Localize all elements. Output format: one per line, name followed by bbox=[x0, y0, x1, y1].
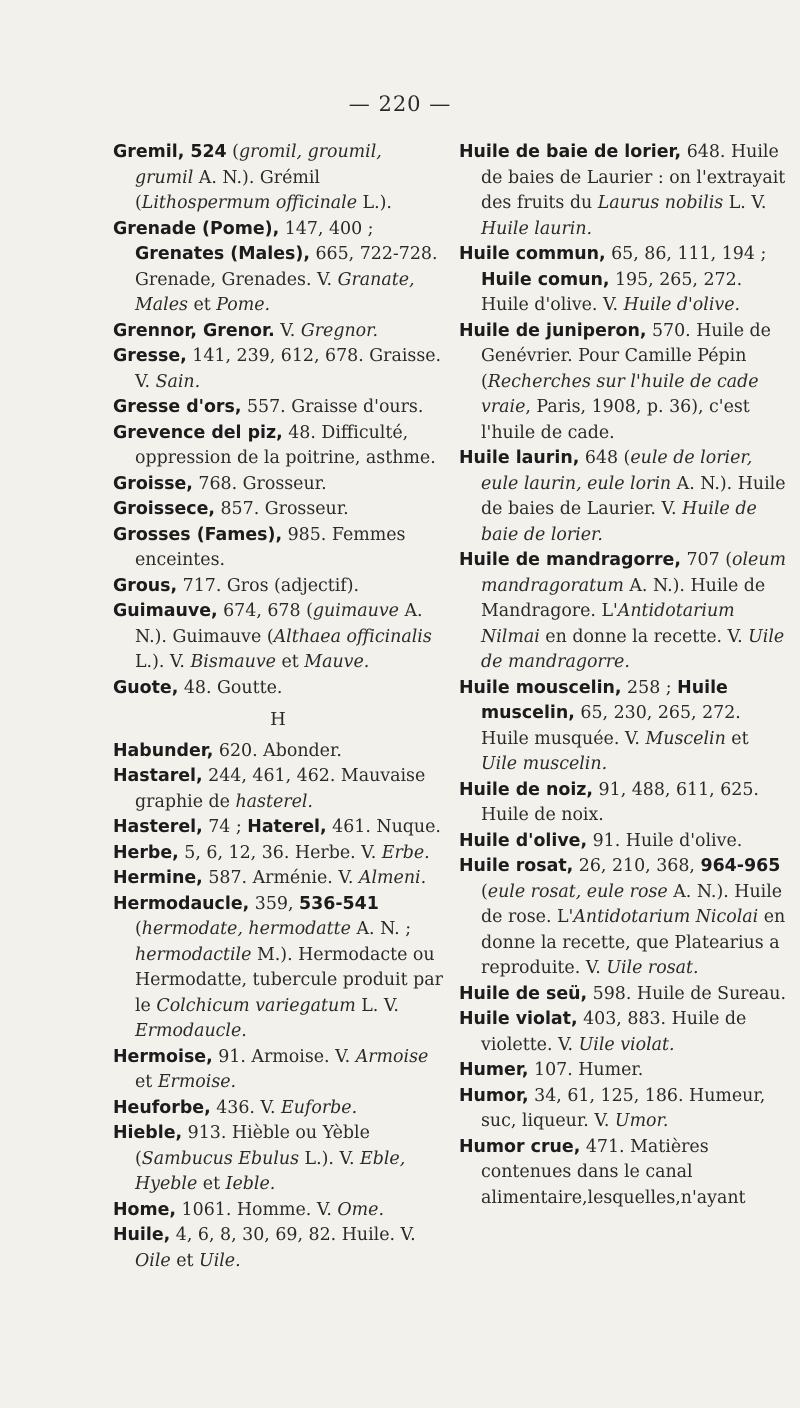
entry-text: 91. Huile d'olive. bbox=[587, 830, 743, 851]
entry-text: 359, bbox=[249, 893, 300, 914]
entry-italic-term: Laurus nobilis bbox=[597, 193, 724, 213]
entry-headword: Haterel, bbox=[247, 817, 327, 837]
entry-text: 570. Huile de Genévrier. Pour Camille Pépin ( bbox=[481, 320, 771, 392]
entry-text: 648 ( bbox=[579, 448, 631, 468]
entry-text: 674, 678 ( bbox=[217, 601, 313, 621]
entry-italic-term: Huile laurin. bbox=[481, 218, 593, 239]
entry-italic-term: Oile bbox=[135, 1250, 171, 1271]
entry-text: 768. Grosseur. bbox=[192, 473, 327, 494]
entry-headword: Habunder, bbox=[113, 740, 214, 761]
entry-italic-term: Uile rosat. bbox=[606, 958, 699, 978]
entry-text: V. bbox=[274, 320, 301, 341]
dictionary-entry bbox=[113, 1198, 443, 1224]
entry-text: 107. Humer. bbox=[528, 1060, 644, 1080]
entry-text: 195, 265, 272. Huile d'olive. V. bbox=[481, 269, 743, 315]
entry-text: 34, 61, 125, 186. Humeur, suc, liqueur. V. bbox=[481, 1085, 766, 1131]
entry-headword: Grosses (Fames), bbox=[113, 524, 283, 545]
entries-g bbox=[113, 140, 443, 701]
dictionary-entry bbox=[113, 217, 443, 319]
entry-italic-term: Recherches sur l'huile de cade vraie bbox=[481, 371, 759, 417]
entry-italic-term: Uile. bbox=[199, 1250, 241, 1271]
entry-text: 857. Grosseur. bbox=[214, 499, 349, 519]
dictionary-entry bbox=[459, 778, 789, 829]
entry-headword: Groisse, bbox=[113, 473, 193, 494]
entry-italic-term: Antidotarium Nicolai bbox=[573, 907, 759, 927]
entry-italic-term: Muscelin bbox=[645, 728, 726, 749]
dictionary-entry bbox=[113, 1096, 443, 1122]
entry-headword: Herbe, bbox=[113, 842, 179, 863]
entry-text: 65, 86, 111, 194 ; bbox=[605, 244, 767, 264]
entry-headword: Huile d'olive, bbox=[459, 830, 588, 851]
dictionary-entry bbox=[113, 841, 443, 867]
entry-italic-term: Mauve. bbox=[304, 652, 370, 672]
entry-italic-term: Pome. bbox=[216, 295, 271, 315]
entry-text: A. N.). Huile de rose. L' bbox=[481, 881, 783, 927]
entry-italic-term: Huile de baie de lorier. bbox=[481, 499, 757, 545]
entry-text: 648. Huile de baies de Laurier : on l'extrayait des fruits du bbox=[481, 142, 786, 213]
entry-italic-term: hasterel. bbox=[235, 791, 313, 812]
entry-headword: Gremil, 524 bbox=[113, 142, 227, 162]
dictionary-entry bbox=[459, 1084, 789, 1135]
entry-text: L. V. bbox=[355, 995, 399, 1016]
entry-text: 91, 488, 611, 625. Huile de noix. bbox=[481, 779, 759, 825]
entry-headword: Huile de seü, bbox=[459, 983, 588, 1004]
entry-headword: Grennor, Grenor. bbox=[113, 320, 275, 341]
entry-italic-term: Ieble. bbox=[225, 1174, 276, 1194]
entry-text: 91. Armoise. V. bbox=[212, 1046, 356, 1067]
dictionary-entry bbox=[459, 242, 789, 319]
dictionary-entry bbox=[113, 344, 443, 395]
entries-huile bbox=[459, 140, 789, 1211]
entry-italic-term: Colchicum variegatum bbox=[156, 995, 356, 1016]
entry-headword: Hermoise, bbox=[113, 1046, 213, 1067]
entry-italic-term: Althaea officinalis bbox=[273, 626, 432, 647]
entry-headword: Huile violat, bbox=[459, 1009, 578, 1029]
entry-headword: Humor crue, bbox=[459, 1136, 581, 1157]
entry-headword: Huile, bbox=[113, 1225, 171, 1245]
entry-italic-term: hermodactile bbox=[135, 944, 252, 965]
entry-text: , Paris, 1908, p. 36), c'est l'huile de cade. bbox=[481, 397, 750, 443]
entry-text: 985. Femmes enceintes. bbox=[135, 524, 406, 570]
entry-text: 258 ; bbox=[621, 677, 678, 698]
entry-italic-term: Umor. bbox=[614, 1111, 669, 1131]
entry-headword: Huile de baie de lorier, bbox=[459, 142, 682, 162]
entry-headword: Guote, bbox=[113, 677, 179, 698]
entry-headword: Hasterel, bbox=[113, 817, 203, 837]
entry-text: 620. Abonder. bbox=[213, 740, 342, 761]
entry-text: 5, 6, 12, 36. Herbe. V. bbox=[178, 842, 382, 863]
entry-text: ( bbox=[481, 881, 488, 902]
entry-italic-term: Eble, Hyeble bbox=[135, 1148, 406, 1194]
entry-text: 244, 461, 462. Mauvaise graphie de bbox=[135, 766, 426, 812]
entry-headword: Grevence del piz, bbox=[113, 422, 283, 443]
entry-headword: 964-965 bbox=[700, 856, 781, 876]
entry-italic-term: gromil, groumil, grumil bbox=[135, 142, 382, 188]
entry-headword: Home, bbox=[113, 1199, 177, 1220]
entry-italic-term: Sambucus Ebulus bbox=[141, 1148, 300, 1169]
dictionary-entry bbox=[113, 764, 443, 815]
entry-text: 913. Hièble ou Yèble ( bbox=[135, 1123, 370, 1169]
entry-text: ( bbox=[135, 919, 142, 939]
dictionary-entry bbox=[113, 1223, 443, 1274]
entry-headword: Humer, bbox=[459, 1060, 529, 1080]
dictionary-entry bbox=[113, 574, 443, 600]
entry-italic-term: Granate, Males bbox=[135, 269, 415, 315]
entry-text: 598. Huile de Sureau. bbox=[587, 983, 786, 1004]
entry-text: 147, 400 ; bbox=[279, 218, 374, 239]
entry-italic-term: Ome. bbox=[337, 1199, 384, 1220]
entry-headword: Humor, bbox=[459, 1085, 529, 1106]
entry-text: L.). V. bbox=[135, 652, 191, 672]
entry-italic-term: Ermodaucle. bbox=[135, 1021, 247, 1041]
entry-headword: Huile comun, bbox=[481, 269, 610, 290]
entry-headword: Huile rosat, bbox=[459, 856, 574, 876]
dictionary-entry bbox=[459, 676, 789, 778]
entry-text: 717. Gros (adjectif). bbox=[177, 575, 360, 596]
entry-italic-term: Uile de mandragorre. bbox=[481, 626, 785, 672]
entry-text: 557. Graisse d'ours. bbox=[241, 397, 424, 417]
dictionary-entry bbox=[113, 140, 443, 217]
entry-text: A. N.). Huile de Mandragore. L' bbox=[481, 575, 766, 621]
entry-headword: Hermodaucle, bbox=[113, 893, 250, 914]
entry-text: 48. Goutte. bbox=[178, 677, 283, 698]
entry-text: et bbox=[187, 295, 217, 315]
dictionary-entry bbox=[113, 395, 443, 421]
entries-h bbox=[113, 739, 443, 1275]
dictionary-entry bbox=[113, 523, 443, 574]
entry-italic-term: eule de lorier, eule laurin, eule lorin bbox=[481, 448, 753, 494]
entry-text: et bbox=[725, 728, 749, 749]
entry-italic-term: Gregnor. bbox=[300, 320, 379, 341]
dictionary-entry bbox=[113, 497, 443, 523]
entry-italic-term: Erbe. bbox=[381, 842, 430, 863]
entry-text: A. N.). Grémil ( bbox=[135, 167, 320, 213]
dictionary-entry bbox=[459, 548, 789, 676]
entry-headword: Huile de mandragorre, bbox=[459, 550, 681, 570]
right-column bbox=[459, 140, 789, 1211]
entry-headword: Huile commun, bbox=[459, 244, 606, 264]
entry-text: 587. Arménie. V. bbox=[202, 868, 359, 888]
entry-text: A. N. ; bbox=[350, 919, 412, 939]
entry-headword: Huile laurin, bbox=[459, 448, 580, 468]
entry-italic-term: Uile muscelin. bbox=[481, 754, 608, 774]
entry-italic-term: Lithospermum officinale bbox=[141, 193, 358, 213]
entry-italic-term: eule rosat, eule rose bbox=[487, 881, 668, 902]
entry-headword: Huile de noiz, bbox=[459, 779, 594, 800]
dictionary-entry bbox=[113, 319, 443, 345]
dictionary-entry bbox=[113, 1045, 443, 1096]
entry-headword: Guimauve, bbox=[113, 601, 218, 621]
entry-text: A. N.). Guimauve ( bbox=[135, 601, 423, 647]
entry-text: et bbox=[197, 1174, 226, 1194]
dictionary-entry bbox=[113, 676, 443, 702]
dictionary-entry bbox=[459, 319, 789, 447]
entry-text: L.). V. bbox=[299, 1148, 361, 1169]
dictionary-entry bbox=[113, 472, 443, 498]
entry-text: 461. Nuque. bbox=[326, 817, 441, 837]
entry-headword: Hastarel, bbox=[113, 766, 203, 786]
dictionary-entry bbox=[113, 739, 443, 765]
entry-italic-term: Uile violat. bbox=[578, 1034, 675, 1055]
entry-italic-term: Ermoise. bbox=[157, 1072, 237, 1092]
entry-text: et bbox=[135, 1072, 158, 1092]
entry-text: L. V. bbox=[723, 193, 767, 213]
entry-text: 65, 230, 265, 272. Huile musquée. V. bbox=[481, 703, 741, 749]
entry-headword: Grous, bbox=[113, 575, 178, 596]
dictionary-entry bbox=[113, 421, 443, 472]
entry-headword: Heuforbe, bbox=[113, 1097, 211, 1118]
entry-italic-term: Bismauve bbox=[190, 652, 276, 672]
entry-italic-term: Sain. bbox=[155, 371, 201, 392]
dictionary-entry bbox=[459, 854, 789, 982]
entry-text: en donne la recette, que Platearius a reproduite. V. bbox=[481, 907, 786, 978]
entry-italic-term: oleum mandragoratum bbox=[481, 550, 787, 596]
entry-headword: Gresse, bbox=[113, 346, 187, 366]
entry-text: 48. Difficulté, oppression de la poitrine, asthme. bbox=[135, 422, 436, 468]
entry-text: 1061. Homme. V. bbox=[176, 1199, 338, 1220]
dictionary-entry bbox=[459, 1058, 789, 1084]
entry-text: 74 ; bbox=[202, 817, 248, 837]
entry-headword: Hieble, bbox=[113, 1123, 183, 1143]
entry-text: et bbox=[170, 1250, 200, 1271]
entry-italic-term: Antidotarium Nilmai bbox=[481, 601, 735, 647]
entry-text: 436. V. bbox=[210, 1097, 282, 1118]
dictionary-entry bbox=[459, 982, 789, 1008]
section-letter-h: H bbox=[270, 709, 286, 730]
entry-headword: 536-541 bbox=[299, 893, 379, 914]
entry-headword: Gresse d'ors, bbox=[113, 397, 242, 417]
entry-italic-term: Armoise bbox=[355, 1046, 429, 1067]
entry-text: M.). Hermodacte ou Hermodatte, tubercule produit par le bbox=[135, 944, 443, 1016]
left-column bbox=[113, 140, 443, 1274]
dictionary-entry bbox=[459, 1007, 789, 1058]
dictionary-entry bbox=[113, 815, 443, 841]
dictionary-entry bbox=[459, 829, 789, 855]
entry-headword: Huile muscelin, bbox=[481, 677, 728, 723]
entry-italic-term: Euforbe. bbox=[281, 1097, 358, 1118]
entry-text: 707 ( bbox=[680, 550, 732, 570]
entry-text: ( bbox=[226, 142, 239, 162]
entry-headword: Huile de juniperon, bbox=[459, 320, 647, 341]
entry-text: 403, 883. Huile de violette. V. bbox=[481, 1009, 747, 1055]
entry-italic-term: Almeni. bbox=[358, 868, 427, 888]
entry-headword: Groissece, bbox=[113, 499, 215, 519]
entry-italic-term: Huile d'olive. bbox=[623, 295, 741, 315]
entry-text: et bbox=[275, 652, 305, 672]
entry-headword: Grenade (Pome), bbox=[113, 218, 280, 239]
page-number: — 220 — bbox=[348, 92, 452, 116]
dictionary-entry bbox=[459, 140, 789, 242]
entry-italic-term: hermodate, hermodatte bbox=[141, 919, 351, 939]
entry-text: 26, 210, 368, bbox=[573, 856, 701, 876]
entry-text: 141, 239, 612, 678. Graisse. V. bbox=[135, 346, 442, 392]
dictionary-entry bbox=[459, 1135, 789, 1212]
entry-text: 4, 6, 8, 30, 69, 82. Huile. V. bbox=[170, 1225, 416, 1245]
entry-italic-term: guimauve bbox=[312, 601, 399, 621]
entry-text: A. N.). Huile de baies de Laurier. V. bbox=[481, 473, 786, 519]
dictionary-entry bbox=[113, 1121, 443, 1198]
dictionary-entry bbox=[113, 866, 443, 892]
entry-headword: Grenates (Males), bbox=[135, 244, 310, 264]
dictionary-entry bbox=[113, 892, 443, 1045]
entry-text: 471. Matières contenues dans le canal alimentaire,lesquelles,n'ayant bbox=[481, 1136, 746, 1208]
dictionary-entry bbox=[459, 446, 789, 548]
entry-text: 665, 722-728. Grenade, Grenades. V. bbox=[135, 244, 438, 290]
entry-headword: Huile mouscelin, bbox=[459, 677, 622, 698]
entry-headword: Hermine, bbox=[113, 868, 203, 888]
entry-text: L.). bbox=[357, 193, 392, 213]
entry-text: en donne la recette. V. bbox=[539, 626, 749, 647]
dictionary-entry bbox=[113, 599, 443, 676]
